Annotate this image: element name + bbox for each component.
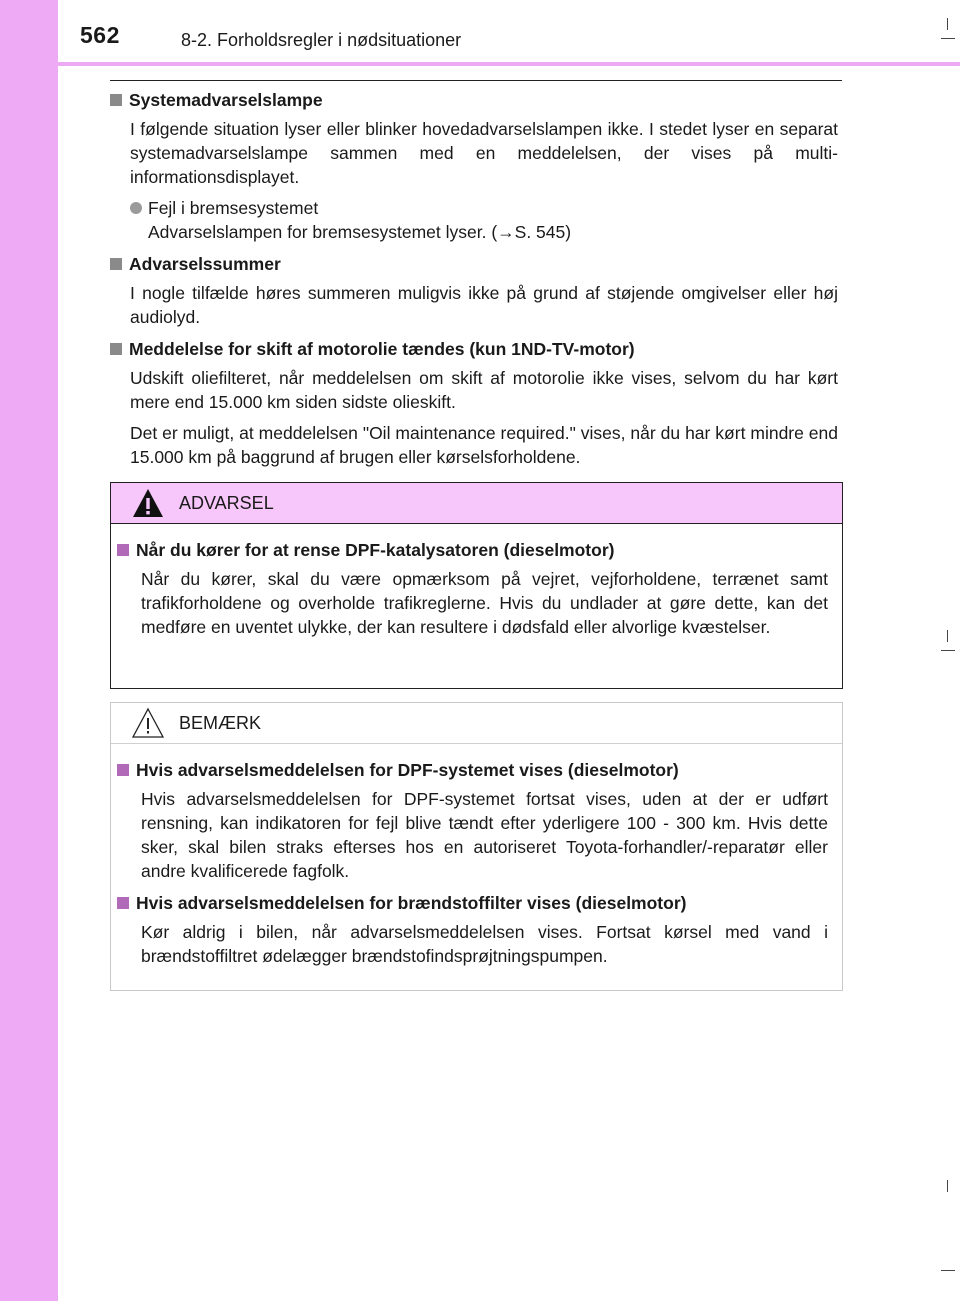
crop-mark <box>941 1270 955 1271</box>
note-body <box>111 744 842 968</box>
warning-item-heading: Når du kører for at rense DPF-katalysatoren (dieselmotor) <box>117 538 828 562</box>
square-bullet-icon <box>110 94 122 106</box>
content-rule <box>110 80 842 81</box>
note-item-text: Kør aldrig i bilen, når advarselsmeddelelsen vises. Fortsat kørsel med vand i brændstoffiltret ødelægger brændstofindsprøjtningspumpen. <box>141 922 828 966</box>
section-paragraph: Det er muligt, at meddelelsen "Oil maintenance required." vises, når du har kørt mindre end 15.000 km på baggrund af brugen eller kørselsforholdene. <box>130 423 838 467</box>
caution-outline-triangle-icon <box>131 707 165 739</box>
warning-body <box>111 524 842 639</box>
square-bullet-icon <box>110 258 122 270</box>
side-tab <box>0 0 58 1301</box>
warning-box <box>110 482 843 689</box>
crop-mark <box>941 650 955 651</box>
warning-item-text: Når du kører, skal du være opmærksom på vejret, vejforholdene, terrænet samt trafikforholdene og overholde trafikreglerne. Hvis du undlader at gøre dette, kan det medføre en uventet ulykke, der kan resultere i dødsfald eller alvorlige kvæstelser. <box>141 569 828 637</box>
round-bullet-icon <box>130 202 142 214</box>
note-item-text: Hvis advarselsmeddelelsen for DPF-systemet fortsat vises, uden at der er udført rensning, kan indikatoren for fejl blive tændt efter yderligere 100 - 300 km. Hvis dette sker, skal bilen straks efterses hos en autoriseret Toyota-forhandler/-reparatør eller andre kvalificerede fagfolk. <box>141 789 828 881</box>
warning-box-header <box>111 483 842 524</box>
bullet-item <box>130 196 838 244</box>
square-bullet-icon <box>117 764 129 776</box>
note-item-heading: Hvis advarselsmeddelelsen for DPF-systemet vises (dieselmotor) <box>117 758 828 782</box>
crop-mark <box>947 1180 948 1192</box>
section-title: 8-2. Forholdsregler i nødsituationer <box>181 30 462 50</box>
note-title: BEMÆRK <box>179 712 262 733</box>
crop-mark <box>947 18 948 30</box>
note-item-heading: Hvis advarselsmeddelelsen for brændstoffilter vises (dieselmotor) <box>117 891 828 915</box>
bullet-text: Advarselslampen for bremsesystemet lyser. (→S. 545) <box>148 222 572 242</box>
section-heading: Systemadvarselslampe <box>110 88 838 112</box>
section-paragraph: I følgende situation lyser eller blinker hovedadvarselslampen ikke. I stedet lyser en separat systemadvarselslampe sammen med en meddelelsen, der vises på multi-informationsdisplayet. <box>130 119 838 187</box>
note-box <box>110 702 843 991</box>
square-bullet-icon <box>117 897 129 909</box>
bullet-title: Fejl i bremsesystemet <box>148 198 319 218</box>
square-bullet-icon <box>117 544 129 556</box>
main-content <box>110 88 838 469</box>
section-heading: Advarselssummer <box>110 252 838 276</box>
note-box-header <box>111 703 842 744</box>
section-heading: Meddelelse for skift af motorolie tændes (kun 1ND-TV-motor) <box>110 337 838 361</box>
section-paragraph: I nogle tilfælde høres summeren muligvis ikke på grund af støjende omgivelser eller høj audiolyd. <box>130 283 838 327</box>
warning-title: ADVARSEL <box>179 492 274 513</box>
section-paragraph: Udskift oliefilteret, når meddelelsen om skift af motorolie ikke vises, selvom du har kørt mere end 15.000 km siden sidste olieskift. <box>130 368 838 412</box>
header-rule <box>58 62 960 66</box>
page-number: 562 <box>80 22 120 48</box>
square-bullet-icon <box>110 343 122 355</box>
crop-mark <box>947 630 948 642</box>
warning-triangle-icon <box>131 487 165 519</box>
crop-mark <box>941 38 955 39</box>
